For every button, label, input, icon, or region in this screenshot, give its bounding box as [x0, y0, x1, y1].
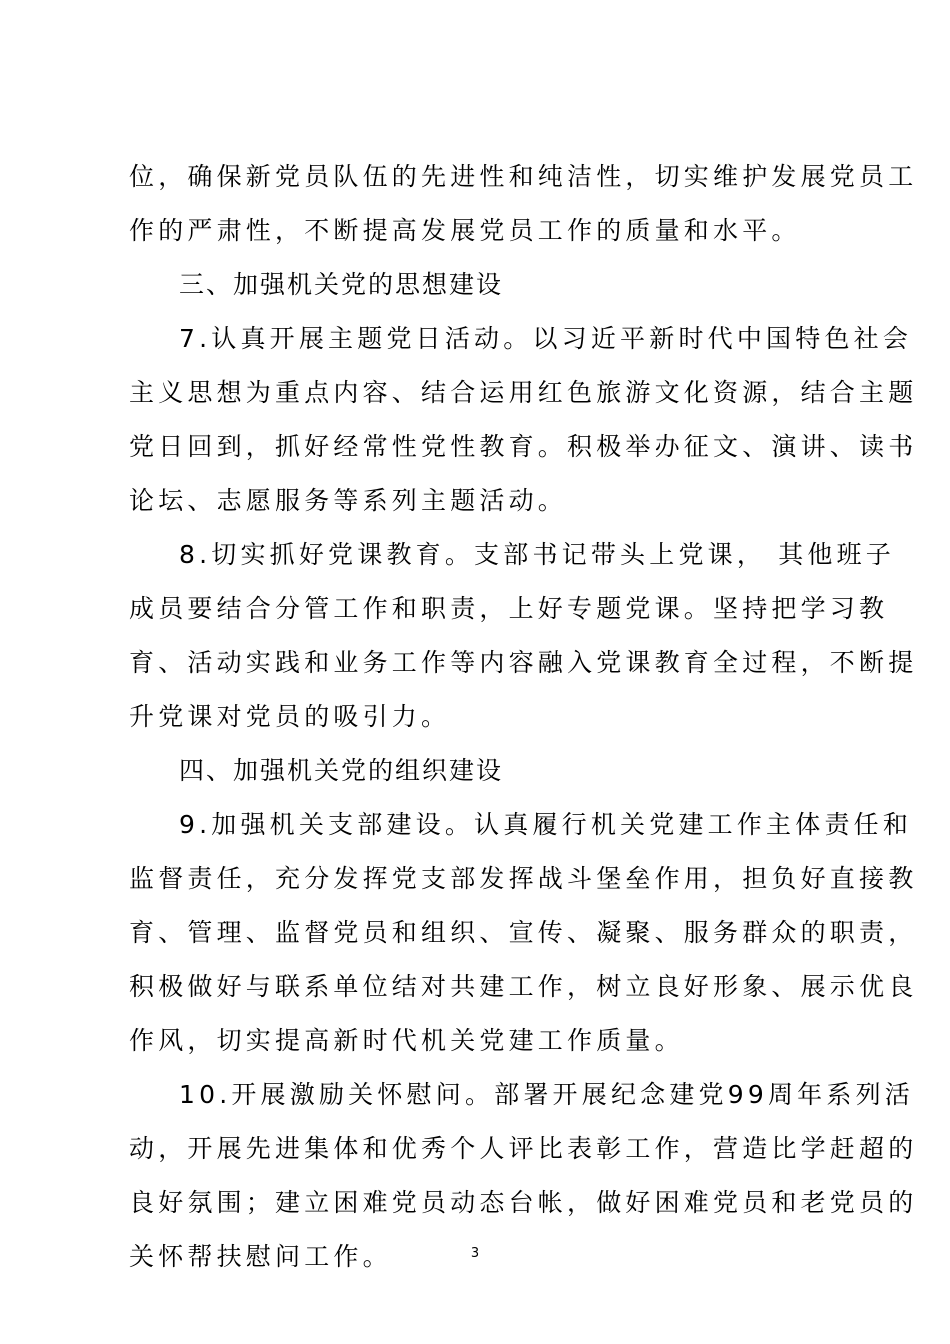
body-line: 作的严肃性，不断提高发展党员工作的质量和水平。: [129, 216, 801, 245]
item-8-title-line: 8.切实抓好党课教育。支部书记带头上党课， 其他班子: [179, 540, 896, 569]
body-line: 育、管理、监督党员和组织、宣传、凝聚、服务群众的职责，: [129, 918, 918, 947]
body-line: 党日回到，抓好经常性党性教育。积极举办征文、演讲、读书: [129, 432, 918, 461]
body-line: 育、活动实践和业务工作等内容融入党课教育全过程，不断提: [129, 648, 918, 677]
body-line: 升党课对党员的吸引力。: [129, 702, 451, 731]
body-line: 作风，切实提高新时代机关党建工作质量。: [129, 1026, 684, 1055]
body-line: 位，确保新党员队伍的先进性和纯洁性，切实维护发展党员工: [129, 162, 918, 191]
item-7-title-line: 7.认真开展主题党日活动。以习近平新时代中国特色社会: [179, 324, 913, 353]
item-10-title-line: 10.开展激励关怀慰问。部署开展纪念建党99周年系列活: [179, 1080, 914, 1109]
item-9-title-line: 9.加强机关支部建设。认真履行机关党建工作主体责任和: [179, 810, 913, 839]
body-line: 成员要结合分管工作和职责，上好专题党课。坚持把学习教: [129, 594, 889, 623]
body-line: 主义思想为重点内容、结合运用红色旅游文化资源，结合主题: [129, 378, 918, 407]
page-number: 3: [470, 1246, 480, 1261]
body-line: 动，开展先进集体和优秀个人评比表彰工作，营造比学赶超的: [129, 1134, 918, 1163]
body-line: 良好氛围；建立困难党员动态台帐，做好困难党员和老党员的: [129, 1188, 918, 1217]
body-line: 积极做好与联系单位结对共建工作，树立良好形象、展示优良: [129, 972, 918, 1001]
body-line: 论坛、志愿服务等系列主题活动。: [129, 486, 568, 515]
body-line: 关怀帮扶慰问工作。: [129, 1242, 392, 1271]
body-line: 监督责任，充分发挥党支部发挥战斗堡垒作用，担负好直接教: [129, 864, 918, 893]
section-heading-3: 三、加强机关党的思想建设: [179, 270, 504, 299]
document-body: [129, 150, 918, 1284]
section-heading-4: 四、加强机关党的组织建设: [179, 756, 504, 785]
